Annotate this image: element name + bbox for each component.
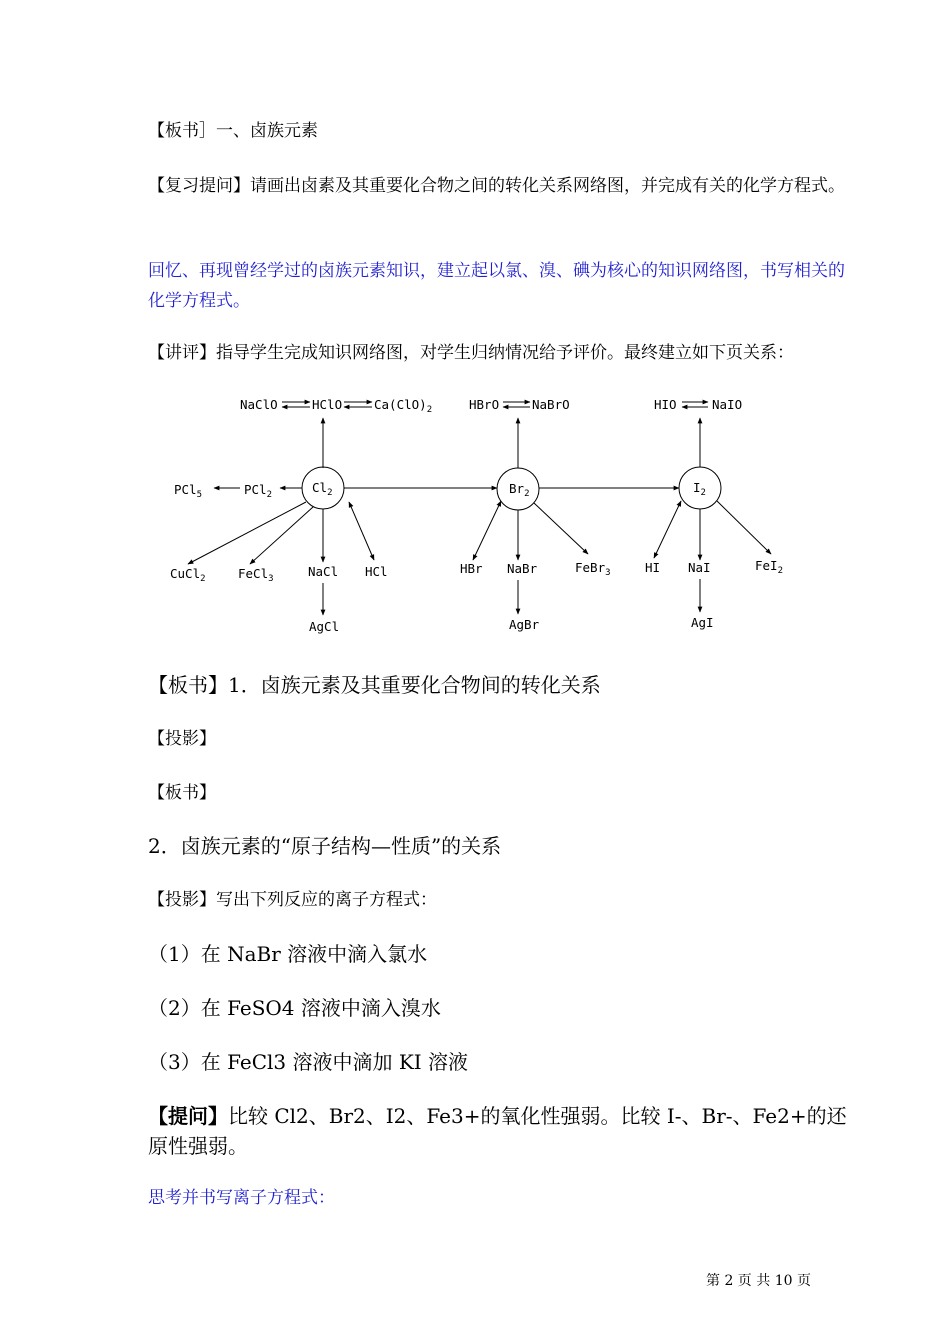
- question-1: （1）在 NaBr 溶液中滴入氯水: [148, 942, 428, 966]
- comment-paragraph: [148, 338, 848, 368]
- label-hclo: HClO: [312, 397, 343, 412]
- label-agcl: AgCl: [309, 619, 340, 634]
- label-hcl: HCl: [365, 564, 388, 579]
- label-cl2: $Cl_2$: [312, 480, 333, 498]
- label-agbr: AgBr: [509, 617, 540, 632]
- projection-label-1: 【投影】: [148, 729, 216, 749]
- student-think: 思考并书写离子方程式：: [148, 1188, 335, 1208]
- arrow-cl2-fecl3: [250, 507, 313, 564]
- board-label-2: 【板书】: [148, 783, 216, 803]
- label-fecl3: FeCl$_3$: [238, 566, 274, 584]
- arrow-cl2-cucl2: [188, 502, 306, 564]
- label-nai: NaI: [688, 560, 711, 575]
- label-cucl2: CuCl$_2$: [170, 566, 206, 584]
- label-naio: NaIO: [712, 397, 743, 412]
- halogen-network-diagram: [160, 388, 800, 643]
- label-nacl: NaCl: [308, 564, 339, 579]
- label-caclo2: $Ca(ClO)_2$: [374, 397, 433, 415]
- comment-text: 指导学生完成知识网络图，对学生归纳情况给予评价。最终建立如下页关系：: [216, 343, 794, 363]
- projection-instruction: 【投影】写出下列反应的离子方程式：: [148, 890, 437, 910]
- review-question-text: 请画出卤素及其重要化合物之间的转化关系网络图，并完成有关的化学方程式。: [250, 176, 845, 196]
- ask-text: 比较 Cl2、Br2、I2、Fe3+的氧化性强弱。比较 I-、Br-、Fe2+的还原性强弱。: [148, 1104, 847, 1158]
- label-naclo: NaClO: [240, 397, 278, 412]
- board-heading: 【板书］一、卤族元素: [148, 121, 318, 141]
- section-2-heading: 2．卤族元素的“原子结构—性质”的关系: [148, 834, 502, 858]
- arrow-br2-febr3: [534, 503, 588, 554]
- label-febr3: FeBr$_3$: [575, 560, 611, 578]
- ask-paragraph: [148, 1101, 848, 1161]
- question-3: （3）在 FeCl3 溶液中滴加 KI 溶液: [148, 1050, 469, 1074]
- board-section-1: 【板书】1．卤族元素及其重要化合物间的转化关系: [148, 673, 601, 697]
- label-pcl5: PCl$_5$: [174, 482, 202, 500]
- label-br2: $Br_2$: [509, 481, 530, 499]
- arrow-br2-hbr: [473, 501, 501, 560]
- label-hbr: HBr: [460, 561, 483, 576]
- label-hio: HIO: [654, 397, 677, 412]
- label-i2: $I_2$: [693, 480, 706, 498]
- ask-tag: 【提问】: [148, 1104, 228, 1128]
- label-hi: HI: [645, 560, 661, 575]
- label-pcl2: PCl$_2$: [244, 482, 272, 500]
- question-2: （2）在 FeSO4 溶液中滴入溴水: [148, 996, 441, 1020]
- label-agi: AgI: [691, 615, 714, 630]
- label-nabro: NaBrO: [532, 397, 570, 412]
- review-question: [148, 171, 848, 201]
- review-question-tag: 【复习提问】: [148, 176, 250, 196]
- label-fei2: FeI$_2$: [755, 558, 783, 576]
- comment-tag: 【讲评】: [148, 343, 216, 363]
- page-footer: 第 2 页 共 10 页: [706, 1273, 811, 1289]
- arrow-cl2-hcl: [349, 502, 374, 560]
- label-hbro: HBrO: [469, 397, 500, 412]
- arrow-i2-fei2: [717, 501, 771, 554]
- student-activity: 回忆、再现曾经学过的卤族元素知识，建立起以氯、溴、碘为核心的知识网络图，书写相关的化学方程式。: [148, 261, 845, 311]
- arrow-i2-hi: [654, 501, 681, 558]
- label-nabr: NaBr: [507, 561, 538, 576]
